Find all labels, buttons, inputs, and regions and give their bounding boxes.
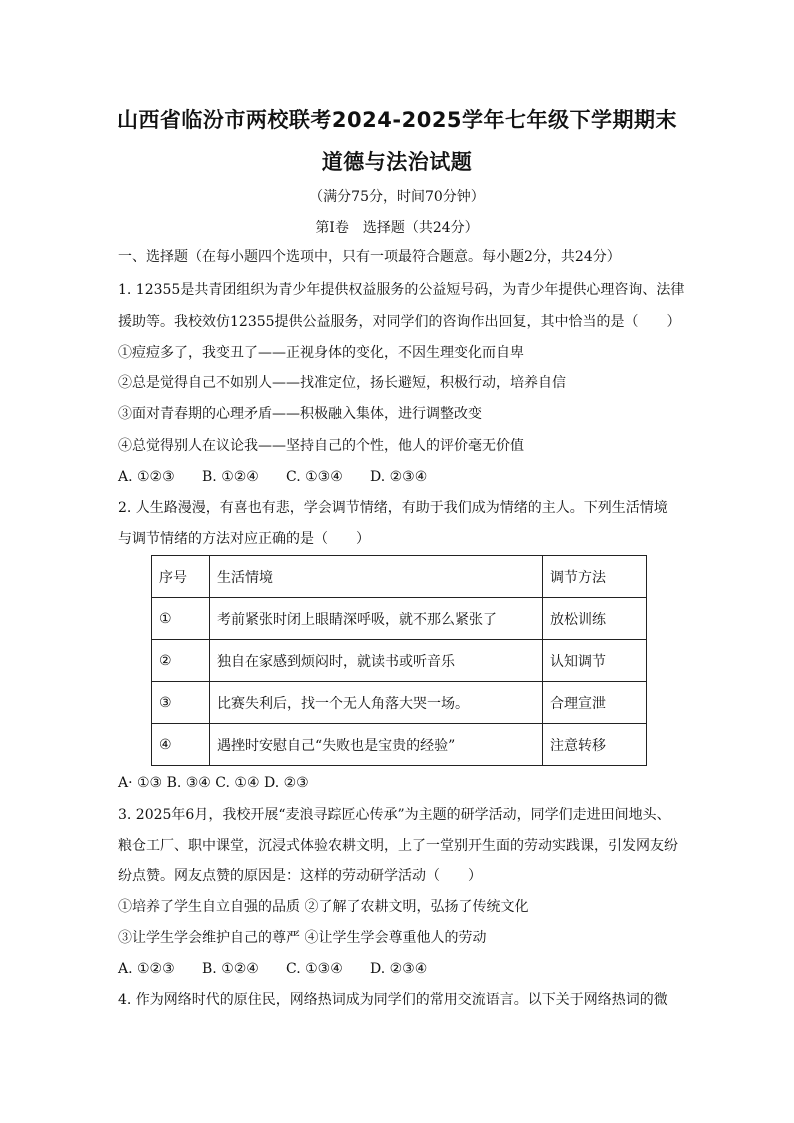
table-row <box>152 640 647 682</box>
q3-stem-line1: 3. 2025年6月，我校开展“麦浪寻踪匠心传承”为主题的研学活动，同学们走进田间地头、 <box>118 807 671 823</box>
q1-item-2: ②总是觉得自己不如别人——找准定位，扬长避短，积极行动，培养自信 <box>118 375 566 391</box>
q1-options <box>118 467 678 487</box>
table-cell: ③ <box>152 682 210 724</box>
score-time-note: （满分75分，时间70分钟） <box>309 189 485 205</box>
q3-options <box>118 959 678 979</box>
q3-stem-line3: 纷点赞。网友点赞的原因是：这样的劳动研学活动（ ） <box>118 868 482 884</box>
table-cell: 放松训练 <box>543 598 647 640</box>
q1-item-4: ④总觉得别人在议论我——坚持自己的个性，他人的评价毫无价值 <box>118 438 524 454</box>
q3-option-b[interactable]: B. ①②④ <box>202 961 259 977</box>
table-cell: 比赛失利后，找一个无人角落大哭一场。 <box>210 682 543 724</box>
q1-option-a[interactable]: A. ①②③ <box>118 469 175 485</box>
q3-stem-line2: 粮仓工厂、职中课堂，沉浸式体验农耕文明，上了一堂别开生面的劳动实践课，引发网友纷 <box>118 838 678 854</box>
table-row <box>152 682 647 724</box>
q1-option-b[interactable]: B. ①②④ <box>202 469 259 485</box>
q1-stem-line2: 援助等。我校效仿12355提供公益服务，对同学们的咨询作出回复，其中恰当的是（ ） <box>118 314 681 330</box>
table-header-cell: 调节方法 <box>543 556 647 598</box>
table-header-cell: 序号 <box>152 556 210 598</box>
section-heading: 第Ⅰ卷 选择题（共24分） <box>315 220 479 236</box>
q1-item-3: ③面对青春期的心理矛盾——积极融入集体，进行调整改变 <box>118 406 482 422</box>
q2-situation-table <box>151 555 647 766</box>
table-cell: 注意转移 <box>543 724 647 766</box>
q3-option-d[interactable]: D. ②③④ <box>370 961 428 977</box>
table-row <box>152 598 647 640</box>
q3-items-line1: ①培养了学生自立自强的品质 ②了解了农耕文明，弘扬了传统文化 <box>118 899 529 915</box>
exam-title-line1: 山西省临汾市两校联考2024-2025学年七年级下学期期末 <box>116 108 678 132</box>
section-instruction: 一、选择题（在每小题四个选项中，只有一项最符合题意。每小题2分，共24分） <box>118 249 621 265</box>
q4-stem-line1: 4. 作为网络时代的原住民，网络热词成为同学们的常用交流语言。以下关于网络热词的微 <box>118 992 668 1008</box>
q1-item-1: ①痘痘多了，我变丑了——正视身体的变化，不因生理变化而自卑 <box>118 345 524 361</box>
q2-options[interactable]: A· ①③ B. ③④ C. ①④ D. ②③ <box>118 775 309 791</box>
q3-option-c[interactable]: C. ①③④ <box>286 961 343 977</box>
table-cell: 考前紧张时闭上眼睛深呼吸，就不那么紧张了 <box>210 598 543 640</box>
table-cell: 合理宣泄 <box>543 682 647 724</box>
q1-option-d[interactable]: D. ②③④ <box>370 469 428 485</box>
q2-stem-line1: 2. 人生路漫漫，有喜也有悲，学会调节情绪，有助于我们成为情绪的主人。下列生活情境 <box>118 500 668 516</box>
table-header-cell: 生活情境 <box>210 556 543 598</box>
q2-stem-line2: 与调节情绪的方法对应正确的是（ ） <box>118 531 370 547</box>
table-cell: ④ <box>152 724 210 766</box>
table-header-row <box>152 556 647 598</box>
table-cell: ② <box>152 640 210 682</box>
q1-stem-line1: 1. 12355是共青团组织为青少年提供权益服务的公益短号码，为青少年提供心理咨询、法律 <box>118 282 685 298</box>
exam-title-line2: 道德与法治试题 <box>321 150 473 174</box>
q3-option-a[interactable]: A. ①②③ <box>118 961 175 977</box>
table-row <box>152 724 647 766</box>
q1-option-c[interactable]: C. ①③④ <box>286 469 343 485</box>
q3-items-line2: ③让学生学会维护自己的尊严 ④让学生学会尊重他人的劳动 <box>118 930 487 946</box>
table-cell: 独自在家感到烦闷时，就读书或听音乐 <box>210 640 543 682</box>
table-cell: 遇挫时安慰自己“失败也是宝贵的经验” <box>210 724 543 766</box>
table-cell: 认知调节 <box>543 640 647 682</box>
table-cell: ① <box>152 598 210 640</box>
